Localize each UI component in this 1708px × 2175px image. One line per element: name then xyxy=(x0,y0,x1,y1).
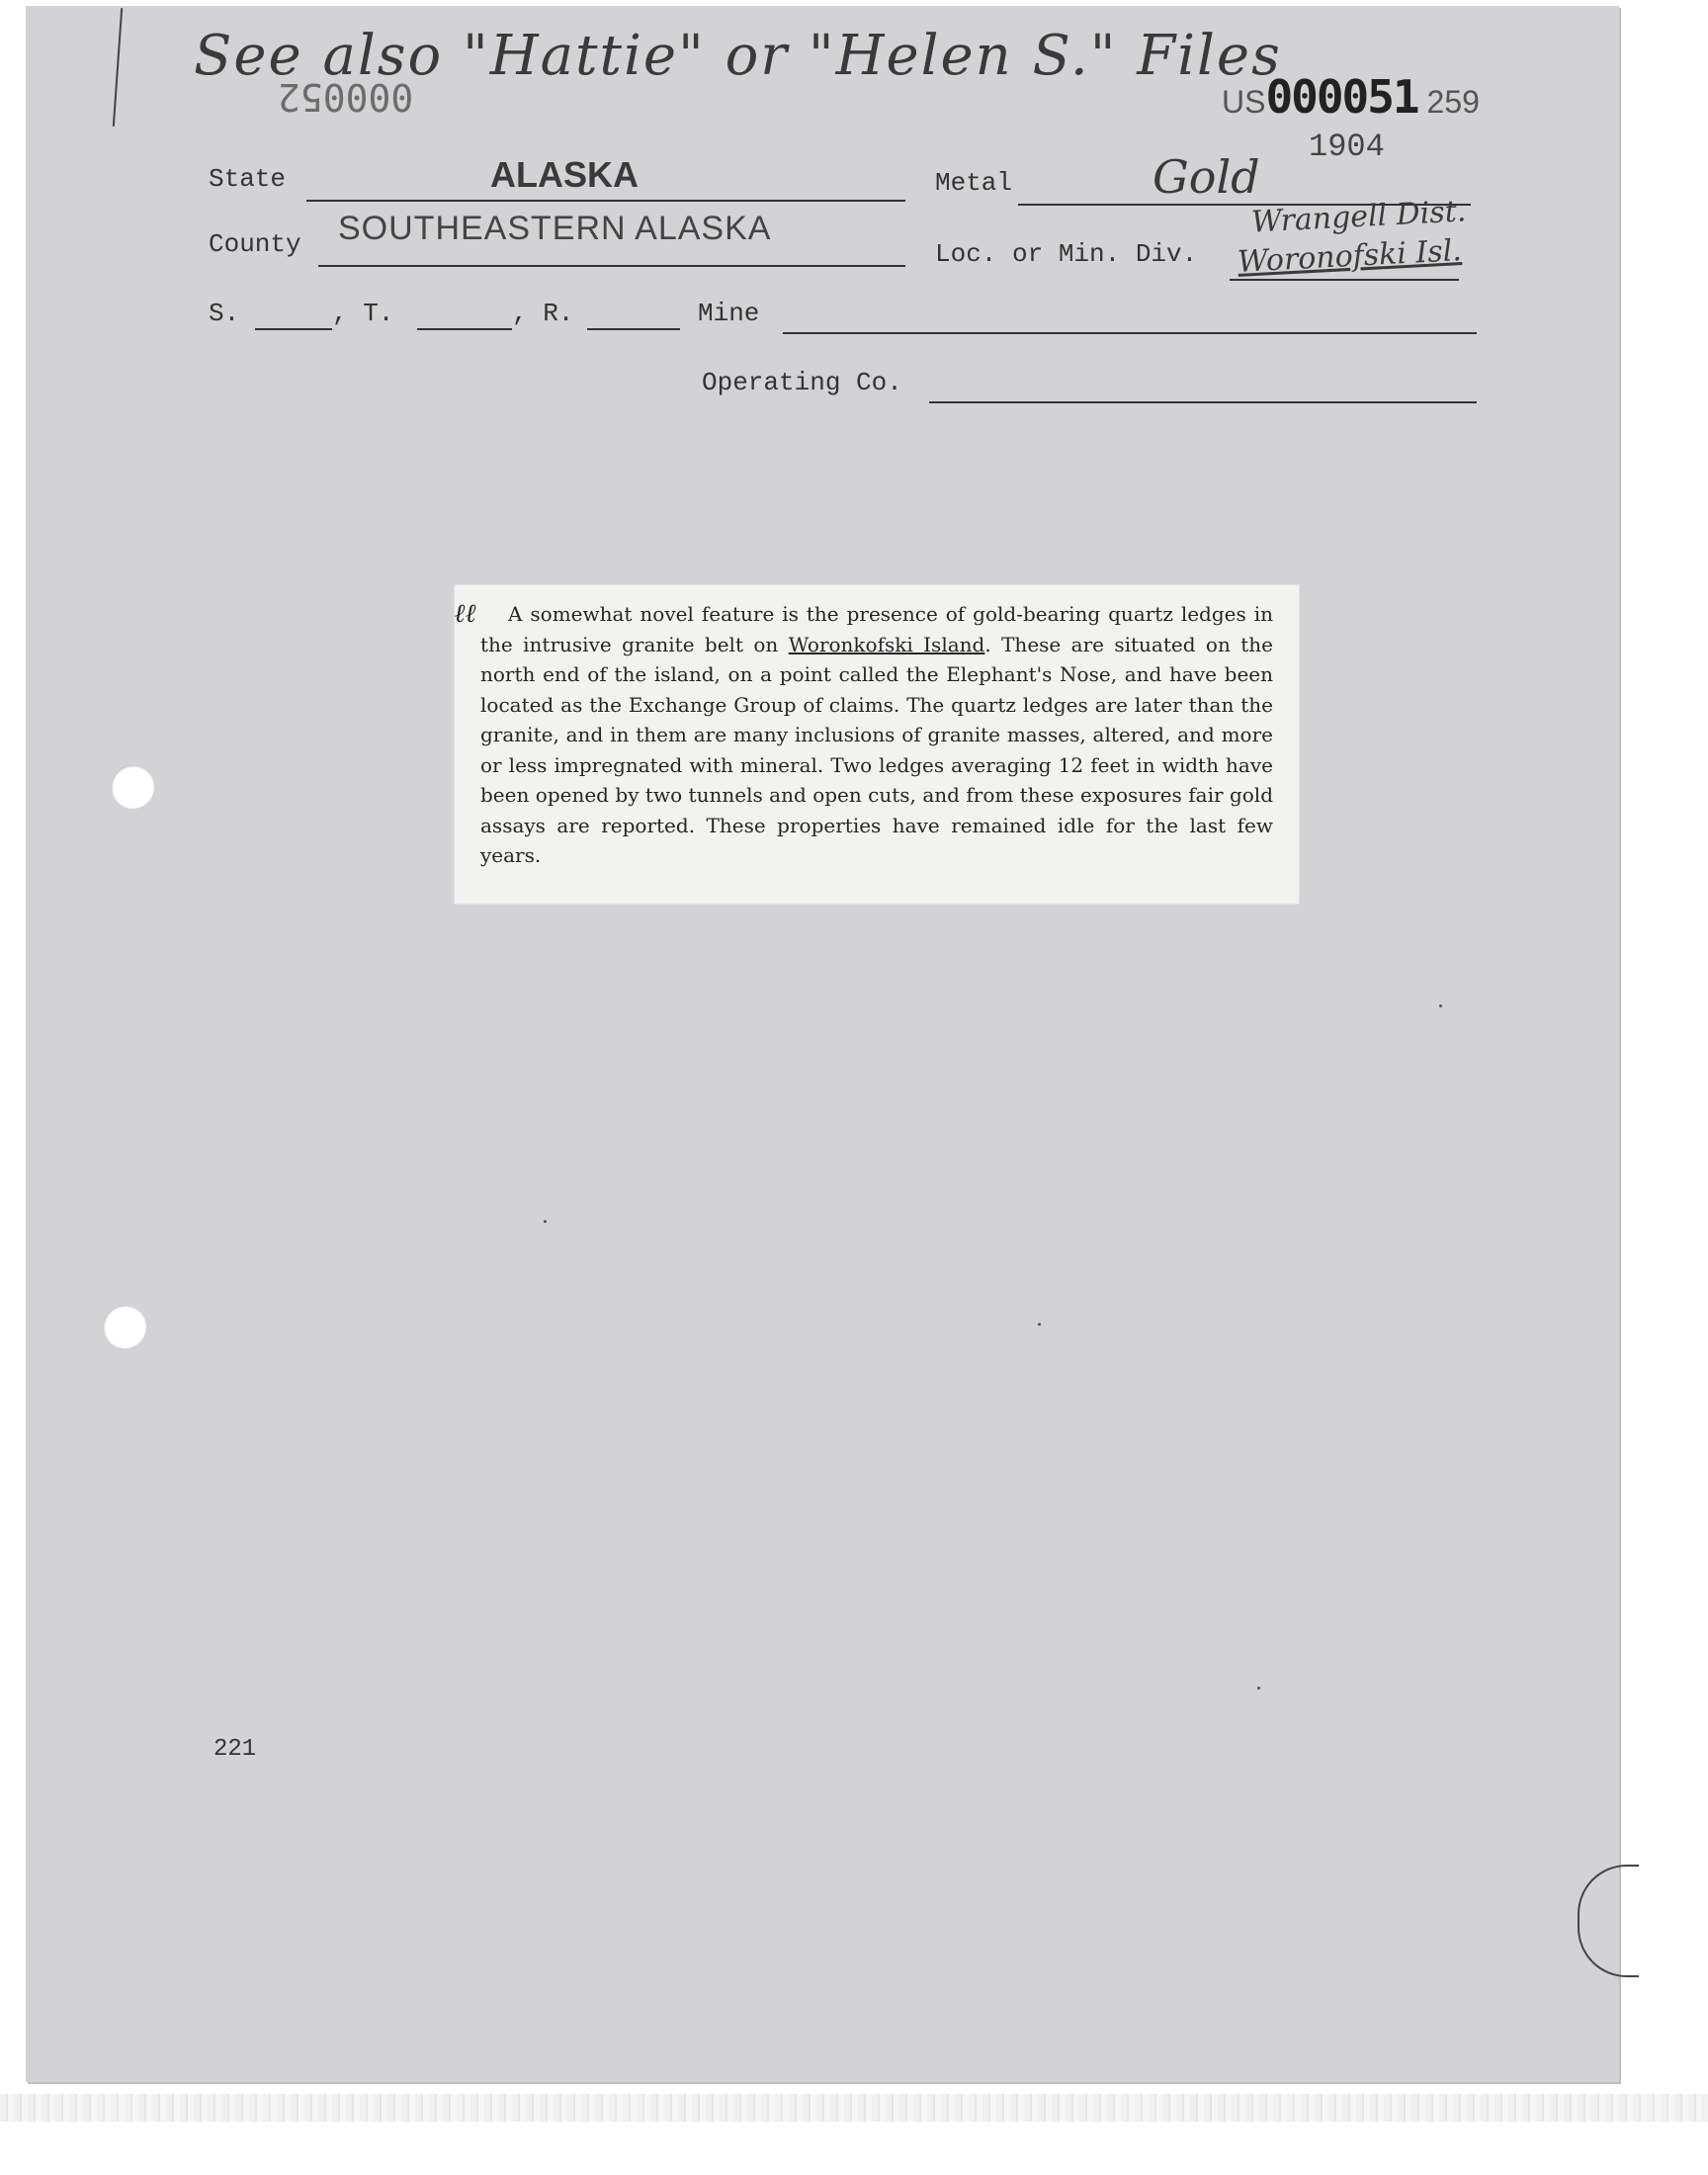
handwritten-note: See also "Hattie" or "Helen S." Files xyxy=(194,24,1282,88)
state-line xyxy=(306,200,905,202)
mine-line xyxy=(783,332,1477,334)
county-value: SOUTHEASTERN ALASKA xyxy=(338,210,772,247)
section-line xyxy=(255,328,332,330)
speck xyxy=(1257,1687,1260,1690)
range-label: , R. xyxy=(512,299,574,328)
document-reference xyxy=(1222,70,1480,124)
punch-hole-lower xyxy=(103,1305,146,1348)
section-label: S. xyxy=(209,299,240,328)
year-stamp: 1904 xyxy=(1309,129,1385,165)
division-line2: Woronofski Isl. xyxy=(1237,233,1463,280)
range-line xyxy=(587,328,680,330)
clipping-text-before: A somewhat novel feature is the presence of gold-bearing quartz ledges in the intrusive granite belt on xyxy=(480,602,1273,656)
metal-value: Gold xyxy=(1153,150,1260,204)
scanner-edge-strip xyxy=(0,2094,1708,2122)
page-edge-mark xyxy=(113,8,123,127)
clipping-mark: ℓℓ xyxy=(455,599,477,629)
township-label: , T. xyxy=(332,299,394,328)
speck xyxy=(1439,1004,1442,1007)
text-clipping xyxy=(455,585,1299,904)
metal-label: Metal xyxy=(935,168,1013,198)
operating-label: Operating Co. xyxy=(702,368,902,397)
division-line xyxy=(1230,279,1459,281)
corner-pencil-mark xyxy=(1578,1865,1639,1977)
division-line1: Wrangell Dist. xyxy=(1250,194,1468,240)
document-page xyxy=(26,6,1619,2082)
clipping-underlined-island: Woronkofski Island xyxy=(788,632,985,656)
punch-hole-upper xyxy=(111,765,154,809)
page-number: 221 xyxy=(214,1736,257,1763)
speck xyxy=(544,1220,547,1223)
mine-label: Mine xyxy=(698,299,760,328)
county-line xyxy=(318,265,905,267)
operating-line xyxy=(929,401,1477,403)
doc-ref-suffix: 259 xyxy=(1426,84,1480,120)
state-label: State xyxy=(209,164,287,194)
speck xyxy=(1038,1323,1041,1326)
doc-number-stamp: 000051 xyxy=(1265,70,1418,124)
clipping-text-after: . These are situated on the north end of the island, on a point called the Elephant's Nose, and have been located as the Exchange Group of claims. The quartz ledges are later than the granite, and in them are many inclusions of granite masses, altered, and more or less impregnated with mineral. Two ledges averaging 12 feet in width have been opened by two tunnels and open cuts, and from these exposures fair gold assays are reported. These properties have remained idle for the last few years. xyxy=(480,632,1273,867)
township-line xyxy=(417,328,512,330)
upside-down-stamp: 000052 xyxy=(278,75,414,119)
county-label: County xyxy=(209,229,301,259)
state-value: ALASKA xyxy=(490,154,639,195)
clipping-text xyxy=(480,599,1273,871)
doc-ref-prefix: US xyxy=(1222,84,1266,120)
division-label: Loc. or Min. Div. xyxy=(935,239,1198,269)
